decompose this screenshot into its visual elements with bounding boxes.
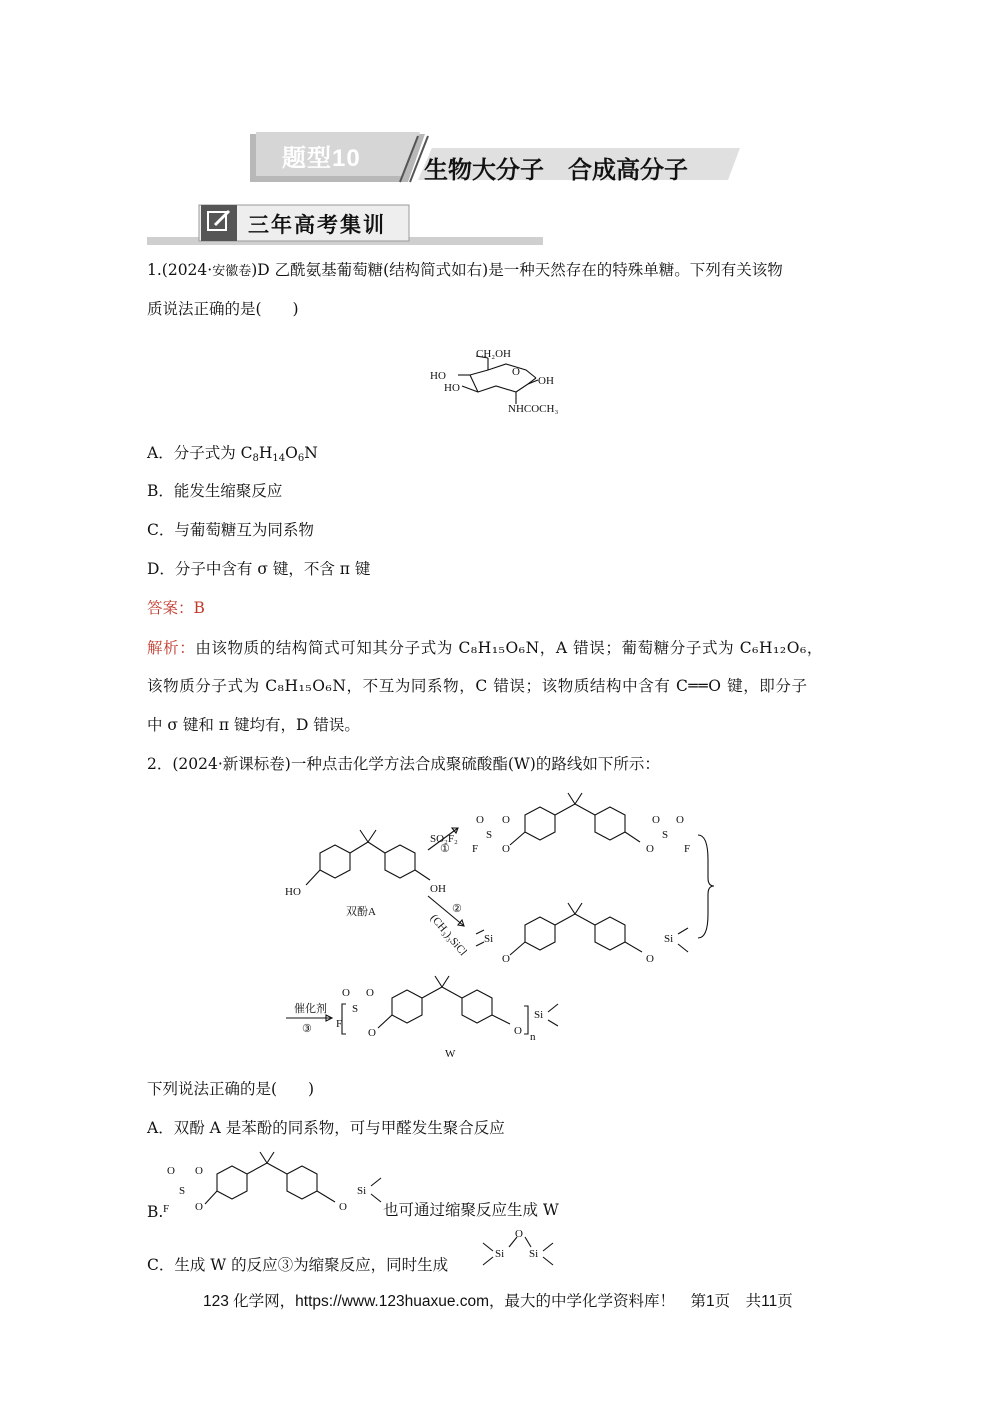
svg-text:F: F: [163, 1203, 170, 1215]
svg-text:Si: Si: [664, 933, 674, 945]
edit-icon: [205, 207, 233, 235]
svg-text:OH: OH: [430, 883, 446, 895]
q2-option-a[interactable]: A．双酚 A 是苯酚的同系物，可与甲醛发生聚合反应: [147, 1119, 505, 1137]
q1-option-c[interactable]: C．与葡萄糖互为同系物: [147, 521, 314, 539]
q1-explanation-line1: 解析：由该物质的结构简式可知其分子式为 C₈H₁₅O₆N，A 错误；葡萄糖分子式为 C₆H₁₂O₆，: [147, 639, 823, 657]
svg-text:Si: Si: [534, 1009, 544, 1021]
q2-option-c[interactable]: [147, 1225, 567, 1275]
q2-stem: 2．(2024·新课标卷)一种点击化学方法合成聚硫酸酯(W)的路线如下所示：: [147, 755, 660, 773]
svg-text:S: S: [179, 1185, 186, 1197]
q2-prompt: 下列说法正确的是( ): [147, 1080, 315, 1098]
svg-text:②: ②: [452, 903, 462, 915]
type-label: 题型10: [282, 145, 361, 172]
q1-option-d[interactable]: D．分子中含有 σ 键，不含 π 键: [147, 560, 371, 578]
svg-text:O: O: [514, 1025, 522, 1037]
svg-text:NHCOCH₃: NHCOCH₃: [508, 403, 559, 415]
svg-text:O: O: [502, 814, 510, 826]
svg-text:催化剂: 催化剂: [294, 1003, 327, 1015]
svg-text:SO₂F₂: SO₂F₂: [430, 833, 458, 845]
synthesis-scheme: [280, 790, 720, 1065]
q2-option-b-text: 也可通过缩聚反应生成 W: [383, 1201, 559, 1219]
chapter-title: 生物大分子 合成高分子: [424, 156, 688, 184]
n-acetylglucosamine-structure: [428, 342, 578, 417]
explanation-label: 解析：: [147, 639, 196, 657]
svg-text:W: W: [445, 1048, 456, 1060]
q1-answer: 答案：B: [147, 599, 205, 617]
q1-stem-line2: 质说法正确的是( ): [147, 300, 299, 318]
svg-text:F: F: [336, 1018, 343, 1030]
svg-text:OH: OH: [538, 375, 554, 387]
section-title: 三年高考集训: [248, 213, 386, 237]
svg-text:CH₂OH: CH₂OH: [476, 348, 512, 360]
svg-text:O: O: [512, 366, 520, 378]
svg-text:F: F: [684, 843, 691, 855]
svg-text:Si: Si: [529, 1248, 539, 1260]
svg-text:O: O: [476, 814, 484, 826]
svg-text:HO: HO: [430, 370, 446, 382]
svg-text:Si: Si: [357, 1185, 367, 1197]
svg-text:O: O: [366, 987, 374, 999]
q1-stem: 1.(2024·安徽卷)D 乙酰氨基葡萄糖(结构简式如右)是一种天然存在的特殊单糖。下列有关该物: [147, 261, 783, 279]
svg-text:S: S: [352, 1003, 359, 1015]
svg-text:Si: Si: [484, 933, 494, 945]
svg-text:双酚A: 双酚A: [346, 906, 376, 918]
hexamethyldisiloxane-structure: [479, 1225, 559, 1273]
q1-option-a[interactable]: A．分子式为 $C_8H_{14}O_6N$: [147, 444, 318, 464]
q1-option-b[interactable]: B．能发生缩聚反应: [147, 482, 283, 500]
q1-explanation-line3: 中 σ 键和 π 键均有，D 错误。: [147, 716, 360, 734]
silyl-sulfonate-structure: [161, 1150, 391, 1218]
svg-text:O: O: [515, 1228, 523, 1240]
svg-text:O: O: [368, 1027, 376, 1039]
svg-text:O: O: [195, 1165, 203, 1177]
svg-text:O: O: [676, 814, 684, 826]
q1-explanation-line2: 该物质分子式为 C₈H₁₅O₆N，不互为同系物，C 错误；该物质结构中含有 C══O 键，即分子: [147, 677, 808, 695]
svg-text:n: n: [530, 1031, 536, 1043]
svg-text:O: O: [502, 953, 510, 965]
svg-text:O: O: [646, 953, 654, 965]
svg-text:O: O: [339, 1201, 347, 1213]
page-footer: 123 化学网，https://www.123huaxue.com，最大的中学化学资料库！ 第1页 共11页: [203, 1293, 793, 1310]
svg-text:HO: HO: [285, 886, 301, 898]
svg-text:O: O: [342, 987, 350, 999]
svg-text:O: O: [195, 1201, 203, 1213]
svg-text:O: O: [652, 814, 660, 826]
svg-text:S: S: [662, 829, 669, 841]
q2-option-b[interactable]: [147, 1150, 587, 1220]
svg-text:F: F: [472, 843, 479, 855]
q2-option-b-label: B.: [147, 1203, 164, 1221]
q2-option-c-text: C．生成 W 的反应③为缩聚反应，同时生成: [147, 1256, 449, 1274]
svg-text:①: ①: [440, 843, 450, 855]
svg-text:Si: Si: [495, 1248, 505, 1260]
svg-text:(CH₃)₃SiCl: (CH₃)₃SiCl: [427, 912, 469, 959]
svg-text:S: S: [486, 829, 493, 841]
svg-text:O: O: [167, 1165, 175, 1177]
svg-text:③: ③: [302, 1023, 312, 1035]
svg-text:O: O: [646, 843, 654, 855]
svg-text:O: O: [502, 843, 510, 855]
svg-text:HO: HO: [444, 382, 460, 394]
